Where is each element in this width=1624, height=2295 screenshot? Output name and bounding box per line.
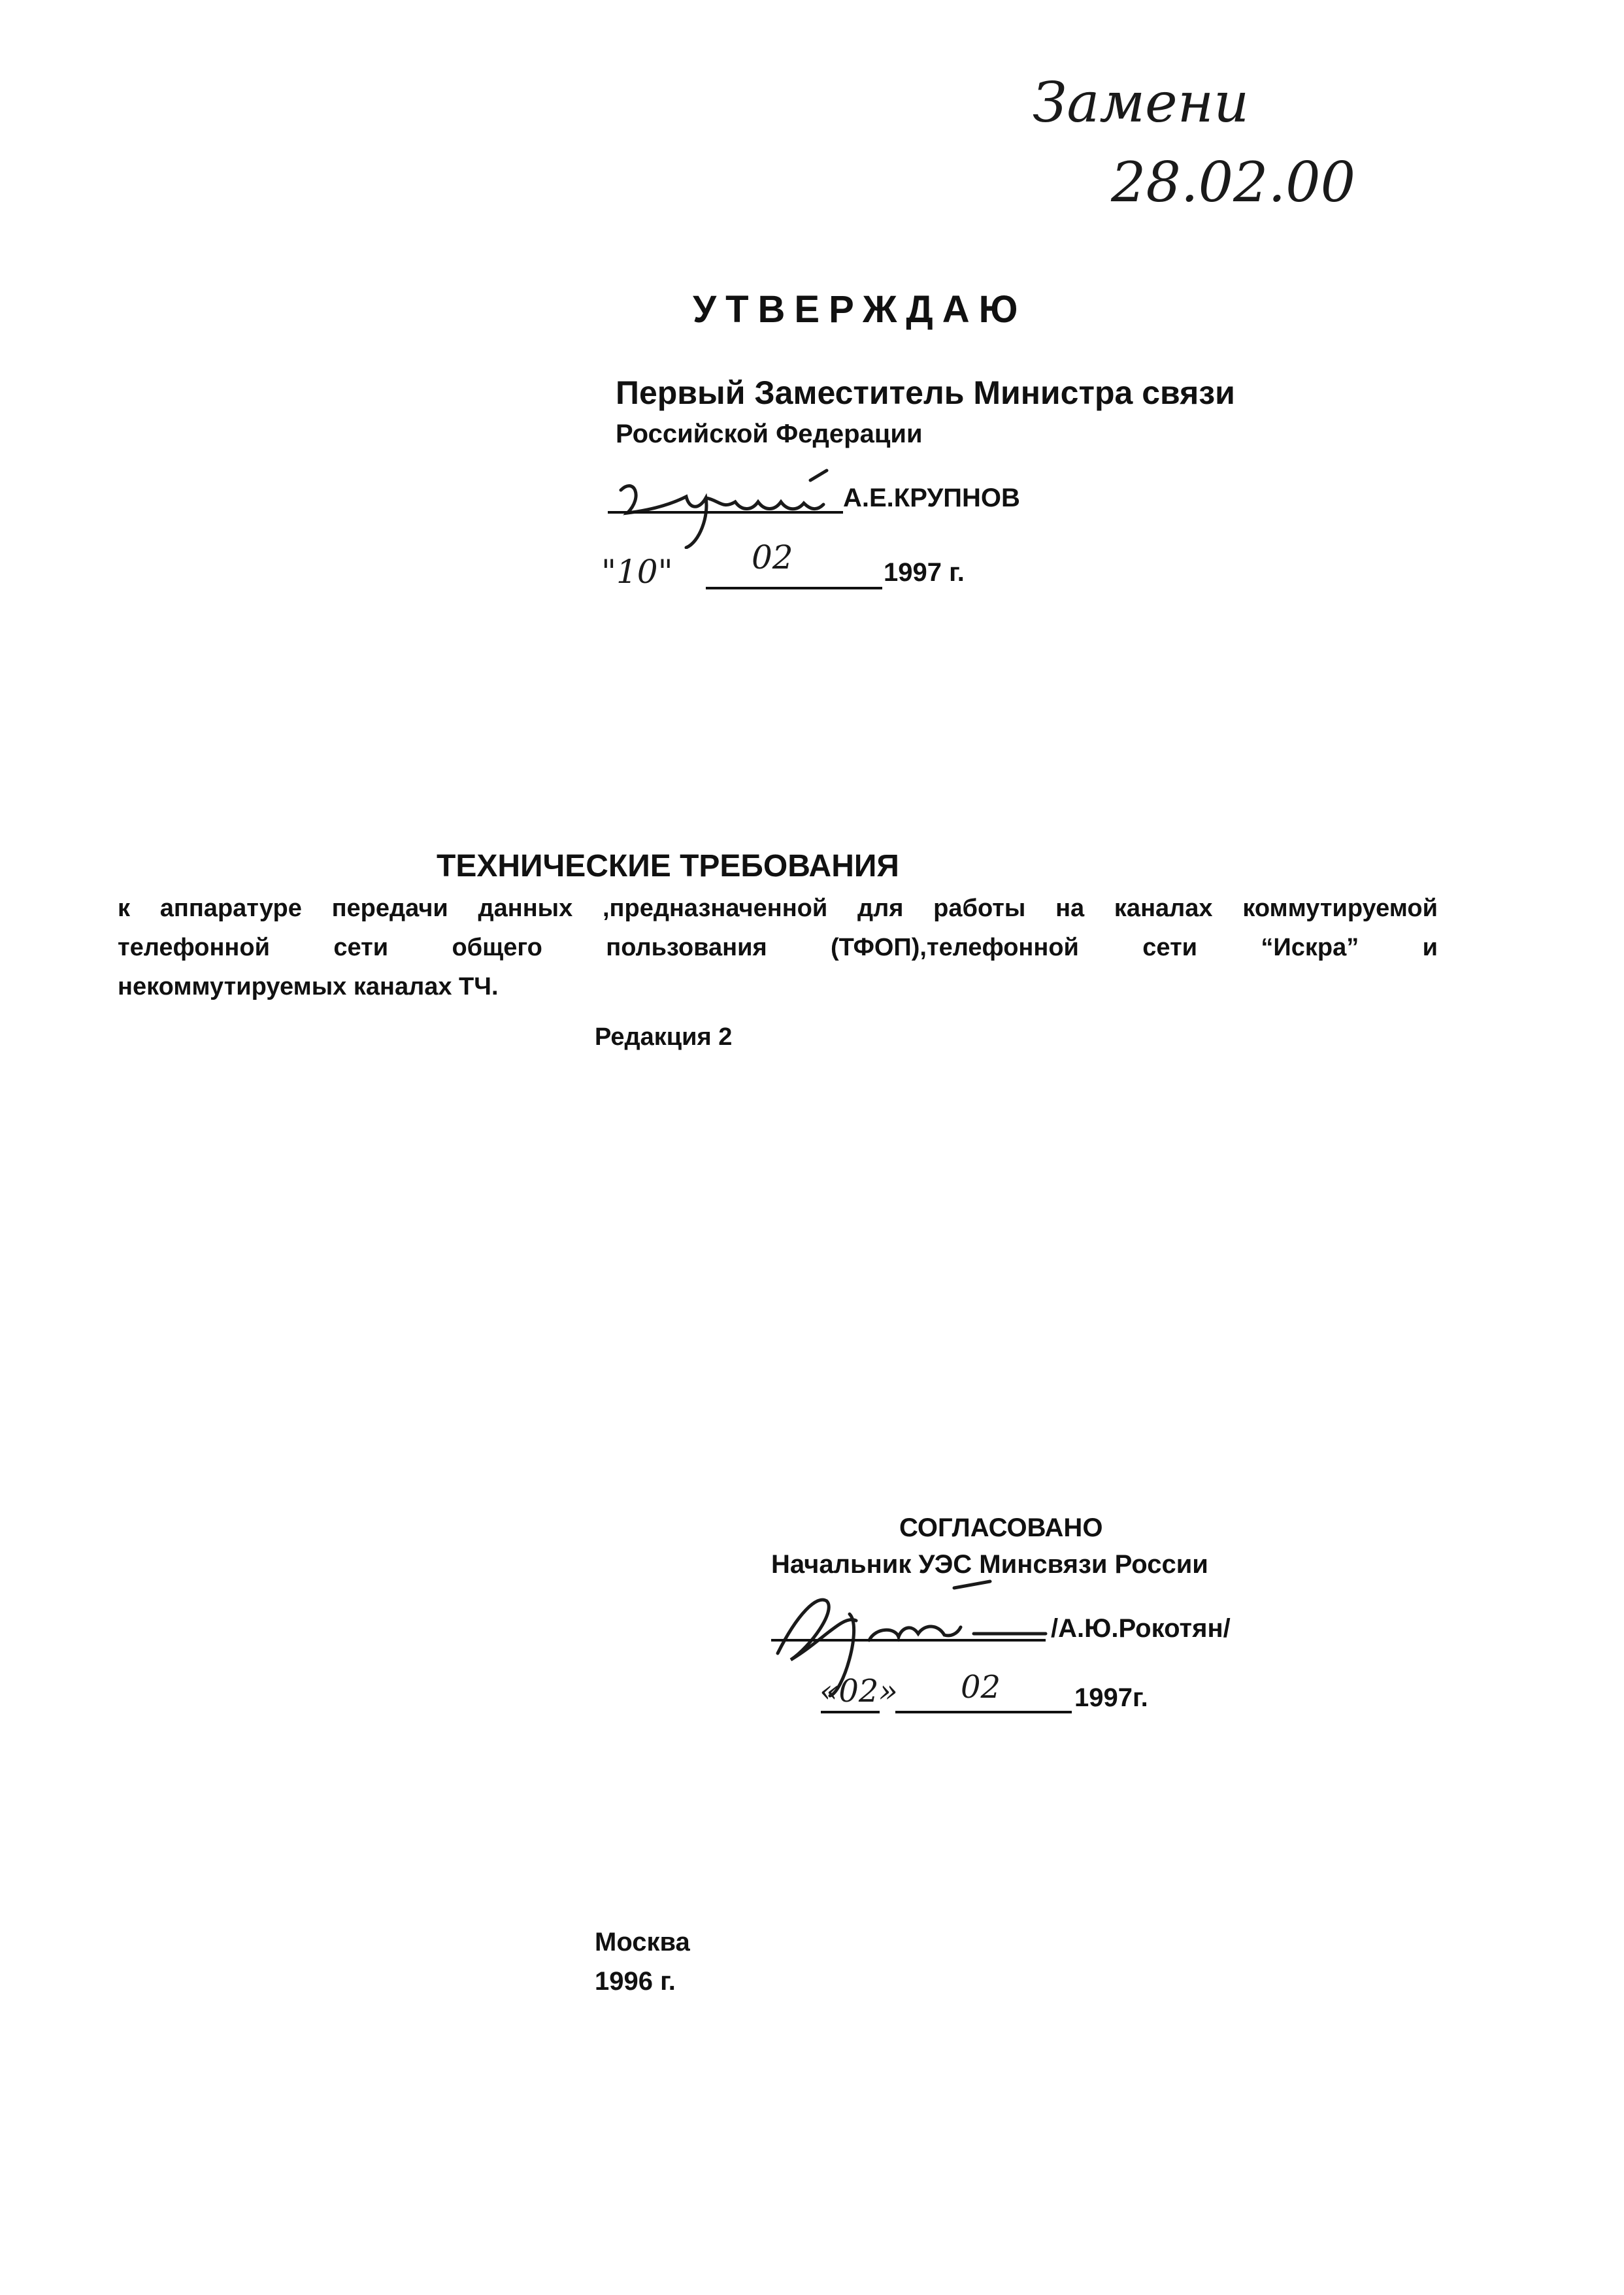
agreed-heading: СОГЛАСОВАНО bbox=[899, 1513, 1103, 1542]
approver-signature bbox=[608, 451, 850, 549]
approver-signature-line bbox=[608, 511, 843, 514]
agreed-signature-line bbox=[771, 1639, 1046, 1642]
document-subtitle-line3: некоммутируемых каналах ТЧ. bbox=[118, 973, 499, 1000]
agreed-date-day: «02» bbox=[820, 1673, 898, 1709]
approve-heading: УТВЕРЖДАЮ bbox=[693, 288, 1027, 331]
approver-position-line1: Первый Заместитель Министра связи bbox=[616, 374, 1235, 411]
approver-date-month: 02 bbox=[752, 538, 793, 576]
approver-date-year: 1997 г. bbox=[884, 558, 965, 587]
document-subtitle-line1: к аппаратуре передачи данных ,предназначенной для работы на каналах коммутируемой bbox=[118, 895, 1438, 922]
handwritten-note-line1: Замени bbox=[1033, 71, 1250, 135]
agreed-date-month: 02 bbox=[961, 1669, 1001, 1706]
approver-date-underline bbox=[706, 587, 882, 589]
agreed-date-year: 1997г. bbox=[1074, 1683, 1148, 1712]
document-subtitle-line2: телефонной сети общего пользования (ТФОП),телефонной сети “Искра” и bbox=[118, 934, 1438, 961]
footer-year: 1996 г. bbox=[595, 1967, 676, 1996]
agreed-name: /А.Ю.Рокотян/ bbox=[1051, 1614, 1231, 1643]
document-edition: Редакция 2 bbox=[595, 1023, 733, 1051]
footer-city: Москва bbox=[595, 1928, 690, 1957]
agreed-date-day-underline bbox=[821, 1711, 880, 1713]
handwritten-note-line2: 28.02.00 bbox=[1111, 150, 1356, 214]
agreed-signature bbox=[765, 1575, 1052, 1699]
document-title: ТЕХНИЧЕСКИЕ ТРЕБОВАНИЯ bbox=[437, 849, 899, 883]
approver-name: А.Е.КРУПНОВ bbox=[843, 484, 1020, 512]
agreed-position: Начальник УЭС Минсвязи России bbox=[771, 1550, 1208, 1579]
approver-position-line2: Российской Федерации bbox=[616, 420, 923, 448]
approver-date-day: "10" bbox=[601, 553, 673, 591]
agreed-date-underline bbox=[895, 1711, 1072, 1713]
document-subtitle bbox=[118, 889, 1438, 1006]
